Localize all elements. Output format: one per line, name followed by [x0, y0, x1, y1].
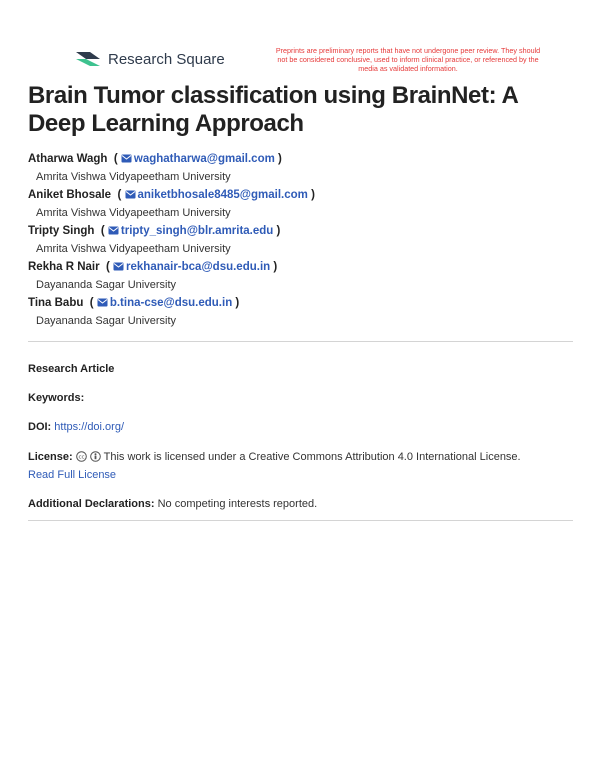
creative-commons-icon	[76, 451, 87, 462]
svg-text:cc: cc	[78, 454, 85, 461]
author-email-link[interactable]	[125, 189, 308, 201]
article-type-label: Research Article	[28, 363, 115, 375]
article-type	[28, 362, 576, 376]
paren-open: (	[102, 261, 114, 273]
envelope-icon	[125, 190, 136, 199]
author-entry	[28, 152, 576, 188]
preprint-notice: Preprints are preliminary reports that have not undergone peer review. They should not be considered conclusive, used to inform clinical practice, or referenced by the media as validated information.	[275, 46, 541, 73]
author-affiliation: Dayananda Sagar University	[36, 279, 177, 291]
doi-link[interactable]: https://doi.org/	[54, 421, 125, 433]
author-email: b.tina-cse@dsu.edu.in	[109, 297, 233, 309]
attribution-icon	[90, 451, 101, 462]
envelope-icon	[108, 226, 119, 235]
read-full-license-link[interactable]: Read Full License	[28, 469, 117, 481]
envelope-icon	[121, 154, 132, 163]
license-text: This work is licensed under a Creative Commons Attribution 4.0 International License.	[103, 451, 521, 463]
author-name: Tina Babu	[28, 297, 84, 309]
paren-open: (	[114, 189, 125, 201]
author-email-link[interactable]	[97, 297, 232, 309]
keywords	[28, 391, 576, 405]
paren-close: )	[307, 189, 315, 201]
declarations-label: Additional Declarations:	[28, 498, 155, 510]
paren-close: )	[273, 225, 281, 237]
license	[28, 450, 576, 464]
paper-title: Brain Tumor classification using BrainNet: A Deep Learning Approach	[28, 82, 518, 137]
divider	[28, 341, 573, 342]
author-affiliation: Amrita Vishwa Vidyapeetham University	[36, 171, 231, 183]
paren-close: )	[270, 261, 278, 273]
paren-open: (	[110, 153, 121, 165]
author-entry	[28, 188, 576, 224]
author-email-link[interactable]	[113, 261, 270, 273]
envelope-icon	[113, 262, 124, 271]
paren-close: )	[274, 153, 282, 165]
author-email-link[interactable]	[108, 225, 273, 237]
paren-close: )	[232, 297, 240, 309]
header	[74, 46, 544, 78]
author-entry	[28, 296, 576, 332]
doi	[28, 420, 576, 434]
author-name: Tripty Singh	[28, 225, 95, 237]
paren-open: (	[97, 225, 108, 237]
research-square-logo[interactable]	[74, 48, 225, 70]
license-label: License:	[28, 451, 73, 463]
author-email: aniketbhosale8485@gmail.com	[137, 189, 308, 201]
author-email: rekhanair-bca@dsu.edu.in	[126, 261, 271, 273]
logo-word-square: Square	[176, 50, 225, 68]
author-email: tripty_singh@blr.amrita.edu	[120, 225, 274, 237]
envelope-icon	[97, 298, 108, 307]
author-name: Atharwa Wagh	[28, 153, 108, 165]
logo-word-research: Research	[108, 50, 173, 68]
author-entry	[28, 224, 576, 260]
author-affiliation: Dayananda Sagar University	[36, 315, 177, 327]
author-list	[28, 152, 576, 332]
divider	[28, 520, 573, 521]
research-square-logo-icon	[74, 48, 102, 70]
declarations-text: No competing interests reported.	[157, 498, 318, 510]
logo-wordmark	[108, 51, 225, 68]
author-name: Aniket Bhosale	[28, 189, 112, 201]
keywords-label: Keywords:	[28, 392, 85, 404]
author-email: waghatharwa@gmail.com	[133, 153, 275, 165]
author-entry	[28, 260, 576, 296]
license-link-row	[28, 468, 576, 482]
author-affiliation: Amrita Vishwa Vidyapeetham University	[36, 243, 231, 255]
author-affiliation: Amrita Vishwa Vidyapeetham University	[36, 207, 231, 219]
doi-label: DOI:	[28, 421, 52, 433]
author-name: Rekha R Nair	[28, 261, 100, 273]
additional-declarations	[28, 497, 576, 511]
paren-open: (	[86, 297, 97, 309]
author-email-link[interactable]	[121, 153, 275, 165]
